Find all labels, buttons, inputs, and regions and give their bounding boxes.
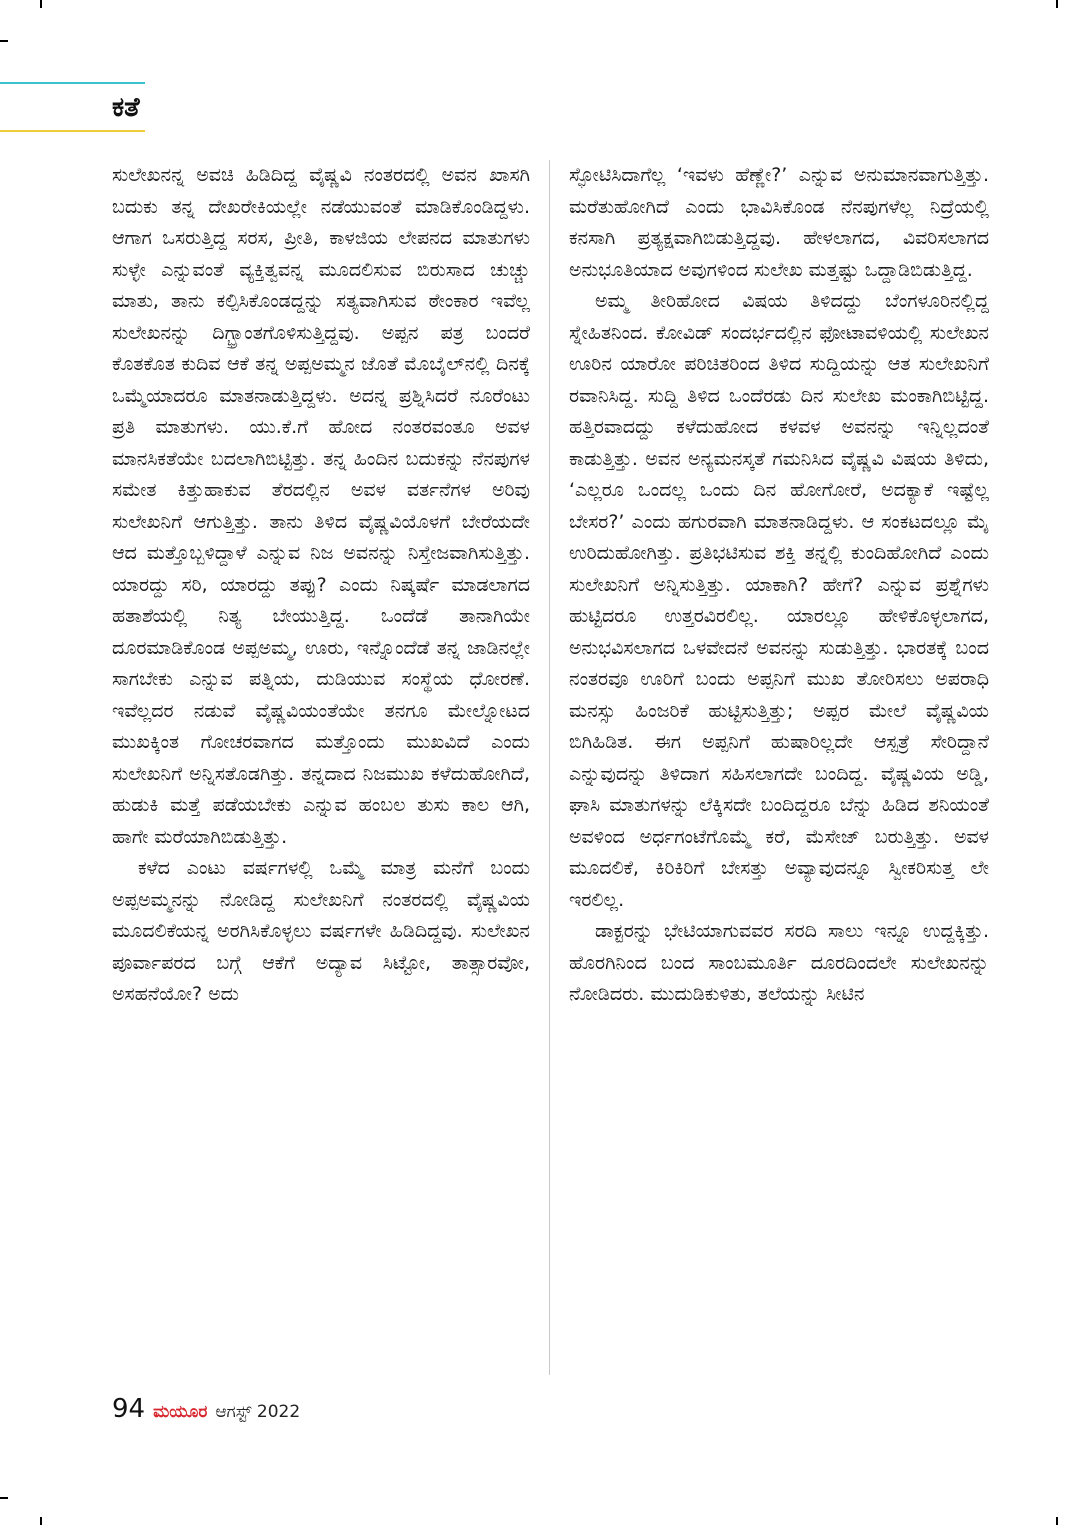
crop-mark-top-right — [1056, 0, 1058, 8]
header-rule-top — [0, 82, 145, 84]
column-divider — [549, 160, 550, 1375]
left-column — [112, 160, 530, 1011]
crop-mark-left-lower — [0, 1497, 8, 1499]
crop-mark-top-left — [40, 0, 42, 8]
paragraph: ಕಳೆದ ಎಂಟು ವರ್ಷಗಳಲ್ಲಿ ಒಮ್ಮೆ ಮಾತ್ರ ಮನೆಗೆ ಬಂದು ಅಪ್ಪಅಮ್ಮನನ್ನು ನೋಡಿದ್ದ ಸುಲೇಖನಿಗೆ ನಂತರದಲ್ಲಿ ವೈಷ್ಣವಿಯ ಮೂದಲಿಕೆಯನ್ನ ಅರಗಿಸಿಕೊಳ್ಳಲು ವರ್ಷಗಳೇ ಹಿಡಿದಿದ್ದವು. ಸುಲೇಖನ ಪೂರ್ವಾಪರದ ಬಗ್ಗೆ ಆಕೆಗೆ ಅದ್ಯಾವ ಸಿಟ್ಟೋ, ತಾತ್ಸಾರವೋ, ಅಸಹನೆಯೋ? ಅದು — [112, 857, 530, 1005]
section-title: ಕತೆ — [112, 92, 140, 123]
page-number: 94 — [112, 1394, 146, 1424]
right-column — [569, 160, 989, 1011]
paragraph: ಡಾಕ್ಟರನ್ನು ಭೇಟಿಯಾಗುವವರ ಸರದಿ ಸಾಲು ಇನ್ನೂ ಉದ್ದಕ್ಕಿತ್ತು. ಹೊರಗಿನಿಂದ ಬಂದ ಸಾಂಬಮೂರ್ತಿ ದೂರದಿಂದಲೇ ಸುಲೇಖನನ್ನು ನೋಡಿದರು. ಮುದುಡಿಕುಳಿತು, ತಲೆಯನ್ನು ಸೀಟಿನ — [569, 920, 989, 1005]
paragraph: ಸ್ಫೋಟಿಸಿದಾಗೆಲ್ಲ ‘ಇವಳು ಹೆಣ್ಣೇ?’ ಎನ್ನುವ ಅನುಮಾನವಾಗುತ್ತಿತ್ತು. ಮರೆತುಹೋಗಿದೆ ಎಂದು ಭಾವಿಸಿಕೊಂಡ ನೆನಪುಗಳೆಲ್ಲ ನಿದ್ರೆಯಲ್ಲಿ ಕನಸಾಗಿ ಪ್ರತ್ಯಕ್ಷವಾಗಿಬಿಡುತ್ತಿದ್ದವು. ಹೇಳಲಾಗದ, ವಿವರಿಸಲಾಗದ ಅನುಭೂತಿಯಾದ ಅವುಗಳಿಂದ ಸುಲೇಖ ಮತ್ತಷ್ಟು ಒದ್ದಾಡಿಬಿಡುತ್ತಿದ್ದ. — [569, 164, 989, 281]
crop-mark-left-upper — [0, 40, 8, 42]
paragraph: ಅಮ್ಮ ತೀರಿಹೋದ ವಿಷಯ ತಿಳಿದದ್ದು ಬೆಂಗಳೂರಿನಲ್ಲಿದ್ದ ಸ್ನೇಹಿತನಿಂದ. ಕೋವಿಡ್ ಸಂದರ್ಭದಲ್ಲಿನ ಫೋಟಾವಳಿಯಲ್ಲಿ ಸುಲೇಖನ ಊರಿನ ಯಾರೋ ಪರಿಚಿತರಿಂದ ತಿಳಿದ ಸುದ್ದಿಯನ್ನು ಆತ ಸುಲೇಖನಿಗೆ ರವಾನಿಸಿದ್ದ. ಸುದ್ದಿ ತಿಳಿದ ಒಂದೆರಡು ದಿನ ಸುಲೇಖ ಮಂಕಾಗಿಬಿಟ್ಟಿದ್ದ. ಹತ್ತಿರವಾದದ್ದು ಕಳೆದುಹೋದ ಕಳವಳ ಅವನನ್ನು ಇನ್ನಿಲ್ಲದಂತೆ ಕಾಡುತ್ತಿತ್ತು. ಅವನ ಅನ್ಯಮನಸ್ಕತೆ ಗಮನಿಸಿದ ವೈಷ್ಣವಿ ವಿಷಯ ತಿಳಿದು, ‘ಎಲ್ಲರೂ ಒಂದಲ್ಲ ಒಂದು ದಿನ ಹೋಗೋರೆ, ಅದಕ್ಯಾಕೆ ಇಷ್ಟೆಲ್ಲ ಬೇಸರ?’ ಎಂದು ಹಗುರವಾಗಿ ಮಾತನಾಡಿದ್ದಳು. ಆ ಸಂಕಟದಲ್ಲೂ ಮೈ ಉರಿದುಹೋಗಿತ್ತು. ಪ್ರತಿಭಟಿಸುವ ಶಕ್ತಿ ತನ್ನಲ್ಲಿ ಕುಂದಿಹೋಗಿದೆ ಎಂದು ಸುಲೇಖನಿಗೆ ಅನ್ನಿಸುತ್ತಿತ್ತು. ಯಾಕಾಗಿ? ಹೇಗೆ? ಎನ್ನುವ ಪ್ರಶ್ನೆಗಳು ಹುಟ್ಟಿದರೂ ಉತ್ತರವಿರಲಿಲ್ಲ. ಯಾರಲ್ಲೂ ಹೇಳಿಕೊಳ್ಳಲಾಗದ, ಅನುಭವಿಸಲಾಗದ ಒಳವೇದನೆ ಅವನನ್ನು ಸುಡುತ್ತಿತ್ತು. ಭಾರತಕ್ಕೆ ಬಂದ ನಂತರವೂ ಊರಿಗೆ ಬಂದು ಅಪ್ಪನಿಗೆ ಮುಖ ತೋರಿಸಲು ಅಪರಾಧಿ ಮನಸ್ಸು ಹಿಂಜರಿಕೆ ಹುಟ್ಟಿಸುತ್ತಿತ್ತು; ಅಪ್ಪರ ಮೇಲೆ ವೈಷ್ಣವಿಯ ಬಿಗಿಹಿಡಿತ. ಈಗ ಅಪ್ಪನಿಗೆ ಹುಷಾರಿಲ್ಲದೇ ಆಸ್ಪತ್ರೆ ಸೇರಿದ್ದಾನೆ ಎನ್ನುವುದನ್ನು ತಿಳಿದಾಗ ಸಹಿಸಲಾಗದೇ ಬಂದಿದ್ದ. ವೈಷ್ಣವಿಯ ಅಡ್ಡಿ, ಘಾಸಿ ಮಾತುಗಳನ್ನು ಲೆಕ್ಕಿಸದೇ ಬಂದಿದ್ದರೂ ಬೆನ್ನು ಹಿಡಿದ ಶನಿಯಂತೆ ಅವಳಿಂದ ಅರ್ಧಗಂಟೆಗೊಮ್ಮೆ ಕರೆ, ಮೆಸೇಜ್ ಬರುತ್ತಿತ್ತು. ಅವಳ ಮೂದಲಿಕೆ, ಕಿರಿಕಿರಿಗೆ ಬೇಸತ್ತು ಅವ್ಯಾವುದನ್ನೂ ಸ್ವೀಕರಿಸುತ್ತ ಲೇ ಇರಲಿಲ್ಲ. — [569, 290, 989, 911]
issue-date: ಆಗಸ್ಟ್ 2022 — [215, 1402, 301, 1422]
page-footer — [112, 1394, 300, 1424]
crop-mark-bottom-right — [1056, 1517, 1058, 1525]
crop-mark-bottom-left — [40, 1517, 42, 1525]
magazine-logo: ಮಯೂರ — [153, 1402, 208, 1422]
header-rule-bottom — [0, 130, 145, 132]
paragraph: ಸುಲೇಖನನ್ನ ಅವಚಿ ಹಿಡಿದಿದ್ದ ವೈಷ್ಣವಿ ನಂತರದಲ್ಲಿ ಅವನ ಖಾಸಗಿ ಬದುಕು ತನ್ನ ದೇಖರೇಕಿಯಲ್ಲೇ ನಡೆಯುವಂತೆ ಮಾಡಿಕೊಂಡಿದ್ದಳು. ಆಗಾಗ ಒಸರುತ್ತಿದ್ದ ಸರಸ, ಪ್ರೀತಿ, ಕಾಳಜಿಯ ಲೇಪನದ ಮಾತುಗಳು ಸುಳ್ಳೇ ಎನ್ನುವಂತೆ ವ್ಯಕ್ತಿತ್ವವನ್ನ ಮೂದಲಿಸುವ ಬಿರುಸಾದ ಚುಚ್ಚು ಮಾತು, ತಾನು ಕಲ್ಪಿಸಿಕೊಂಡದ್ದನ್ನು ಸತ್ಯವಾಗಿಸುವ ಠೇಂಕಾರ ಇವೆಲ್ಲ ಸುಲೇಖನನ್ನು ದಿಗ್ಭ್ರಾಂತಗೊಳಿಸುತ್ತಿದ್ದವು. ಅಪ್ಪನ ಪತ್ರ ಬಂದರೆ ಕೊತಕೊತ ಕುದಿವ ಆಕೆ ತನ್ನ ಅಪ್ಪಅಮ್ಮನ ಜೊತೆ ಮೊಬೈಲ್‌ನಲ್ಲಿ ದಿನಕ್ಕೆ ಒಮ್ಮೆಯಾದರೂ ಮಾತನಾಡುತ್ತಿದ್ದಳು. ಅದನ್ನ ಪ್ರಶ್ನಿಸಿದರೆ ನೂರೆಂಟು ಪ್ರತಿ ಮಾತುಗಳು. ಯು.ಕೆ.ಗೆ ಹೋದ ನಂತರವಂತೂ ಅವಳ ಮಾನಸಿಕತೆಯೇ ಬದಲಾಗಿಬಿಟ್ಟಿತ್ತು. ತನ್ನ ಹಿಂದಿನ ಬದುಕನ್ನು ನೆನಪುಗಳ ಸಮೇತ ಕಿತ್ತುಹಾಕುವ ತೆರದಲ್ಲಿನ ಅವಳ ವರ್ತನೆಗಳ ಅರಿವು ಸುಲೇಖನಿಗೆ ಆಗುತ್ತಿತ್ತು. ತಾನು ತಿಳಿದ ವೈಷ್ಣವಿಯೊಳಗೆ ಬೇರೆಯದೇ ಆದ ಮತ್ತೊಬ್ಬಳಿದ್ದಾಳೆ ಎನ್ನುವ ನಿಜ ಅವನನ್ನು ನಿಸ್ತೇಜವಾಗಿಸುತ್ತಿತ್ತು. ಯಾರದ್ದು ಸರಿ, ಯಾರದ್ದು ತಪ್ಪು? ಎಂದು ನಿಷ್ಕರ್ಷೆ ಮಾಡಲಾಗದ ಹತಾಶೆಯಲ್ಲಿ ನಿತ್ಯ ಬೇಯುತ್ತಿದ್ದ. ಒಂದೆಡೆ ತಾನಾಗಿಯೇ ದೂರಮಾಡಿಕೊಂಡ ಅಪ್ಪಅಮ್ಮ, ಊರು, ಇನ್ನೊಂದೆಡೆ ತನ್ನ ಜಾಡಿನಲ್ಲೇ ಸಾಗಬೇಕು ಎನ್ನುವ ಪತ್ನಿಯ, ದುಡಿಯುವ ಸಂಸ್ಥೆಯ ಧೋರಣೆ. ಇವೆಲ್ಲದರ ನಡುವೆ ವೈಷ್ಣವಿಯಂತೆಯೇ ತನಗೂ ಮೇಲ್ನೋಟದ ಮುಖಕ್ಕಿಂತ ಗೋಚರವಾಗದ ಮತ್ತೊಂದು ಮುಖವಿದೆ ಎಂದು ಸುಲೇಖನಿಗೆ ಅನ್ನಿಸತೊಡಗಿತ್ತು. ತನ್ನದಾದ ನಿಜಮುಖ ಕಳೆದುಹೋಗಿದೆ, ಹುಡುಕಿ ಮತ್ತೆ ಪಡೆಯಬೇಕು ಎನ್ನುವ ಹಂಬಲ ತುಸು ಕಾಲ ಆಗಿ, ಹಾಗೇ ಮರೆಯಾಗಿಬಿಡುತ್ತಿತ್ತು. — [112, 164, 530, 848]
